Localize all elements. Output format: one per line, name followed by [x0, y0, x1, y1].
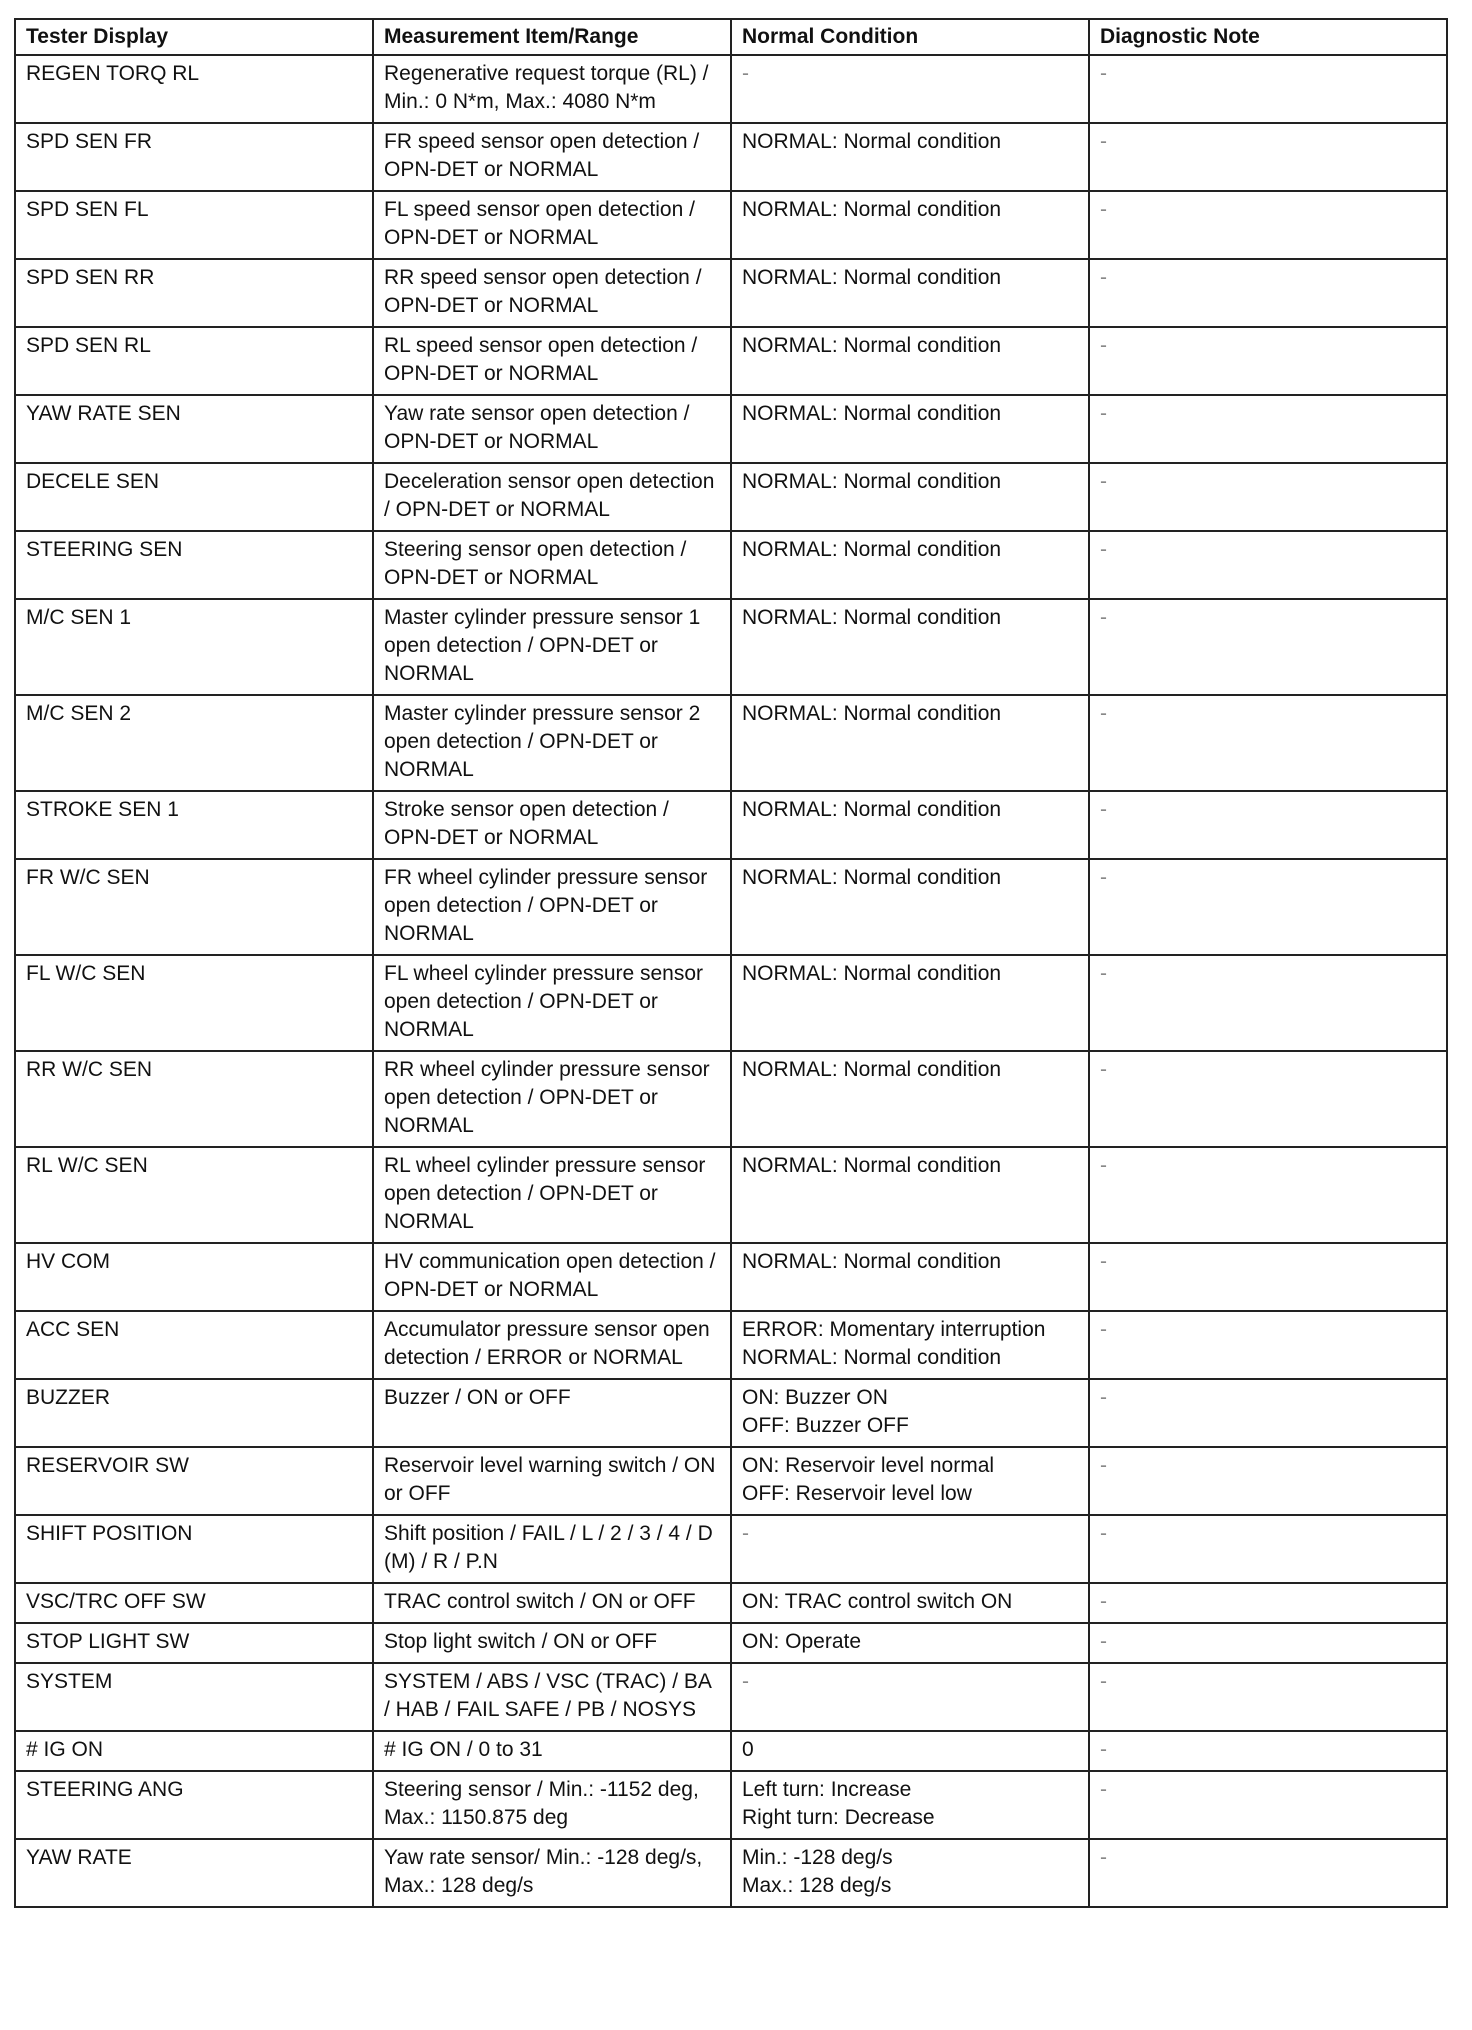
cell-diagnostic-note: -: [1089, 1839, 1447, 1907]
cell-diagnostic-note: -: [1089, 1311, 1447, 1379]
cell-measurement-item: FL speed sensor open detection / OPN-DET or NORMAL: [373, 191, 731, 259]
cell-diagnostic-note: -: [1089, 1583, 1447, 1623]
cell-diagnostic-note: -: [1089, 327, 1447, 395]
cell-normal-condition-line: OFF: Buzzer OFF: [742, 1414, 909, 1437]
cell-measurement-item: Stroke sensor open detection / OPN-DET or NORMAL: [373, 791, 731, 859]
cell-diagnostic-note: -: [1089, 531, 1447, 599]
cell-diagnostic-note: -: [1089, 1623, 1447, 1663]
cell-normal-condition: -: [731, 55, 1089, 123]
cell-tester-display: SPD SEN RR: [15, 259, 373, 327]
cell-normal-condition: ON: TRAC control switch ON: [731, 1583, 1089, 1623]
header-diagnostic-note: Diagnostic Note: [1089, 19, 1447, 55]
cell-normal-condition: NORMAL: Normal condition: [731, 955, 1089, 1051]
cell-diagnostic-note: -: [1089, 1663, 1447, 1731]
table-row: [15, 1839, 1447, 1907]
cell-measurement-item: RL wheel cylinder pressure sensor open detection / OPN-DET or NORMAL: [373, 1147, 731, 1243]
cell-normal-condition-line: Left turn: Increase: [742, 1778, 912, 1801]
table-row: [15, 123, 1447, 191]
cell-tester-display: FR W/C SEN: [15, 859, 373, 955]
cell-measurement-item: Steering sensor open detection / OPN-DET or NORMAL: [373, 531, 731, 599]
cell-normal-condition: [731, 1379, 1089, 1447]
cell-normal-condition-line: ERROR: Momentary interruption: [742, 1318, 1046, 1341]
cell-normal-condition: ON: Operate: [731, 1623, 1089, 1663]
cell-diagnostic-note: -: [1089, 1243, 1447, 1311]
cell-diagnostic-note: -: [1089, 395, 1447, 463]
cell-tester-display: VSC/TRC OFF SW: [15, 1583, 373, 1623]
cell-normal-condition: NORMAL: Normal condition: [731, 695, 1089, 791]
cell-normal-condition: NORMAL: Normal condition: [731, 1051, 1089, 1147]
cell-normal-condition-line: NORMAL: Normal condition: [742, 1346, 1002, 1369]
data-list-table: [14, 18, 1448, 1908]
cell-diagnostic-note: -: [1089, 463, 1447, 531]
cell-tester-display: BUZZER: [15, 1379, 373, 1447]
cell-measurement-item: Deceleration sensor open detection / OPN-DET or NORMAL: [373, 463, 731, 531]
cell-measurement-item: Accumulator pressure sensor open detection / ERROR or NORMAL: [373, 1311, 731, 1379]
table-header: [15, 19, 1447, 55]
cell-normal-condition: NORMAL: Normal condition: [731, 1147, 1089, 1243]
cell-normal-condition: NORMAL: Normal condition: [731, 791, 1089, 859]
cell-normal-condition: NORMAL: Normal condition: [731, 599, 1089, 695]
cell-diagnostic-note: -: [1089, 859, 1447, 955]
table-row: [15, 1583, 1447, 1623]
table-row: [15, 1447, 1447, 1515]
table-row: [15, 463, 1447, 531]
cell-normal-condition: [731, 1447, 1089, 1515]
cell-diagnostic-note: -: [1089, 1147, 1447, 1243]
cell-normal-condition-line: ON: Buzzer ON: [742, 1386, 888, 1409]
table-row: [15, 259, 1447, 327]
cell-diagnostic-note: -: [1089, 55, 1447, 123]
cell-diagnostic-note: -: [1089, 1771, 1447, 1839]
cell-measurement-item: Master cylinder pressure sensor 2 open detection / OPN-DET or NORMAL: [373, 695, 731, 791]
cell-tester-display: # IG ON: [15, 1731, 373, 1771]
cell-tester-display: STOP LIGHT SW: [15, 1623, 373, 1663]
cell-measurement-item: Regenerative request torque (RL) / Min.: 0 N*m, Max.: 4080 N*m: [373, 55, 731, 123]
cell-normal-condition: NORMAL: Normal condition: [731, 123, 1089, 191]
cell-normal-condition: [731, 1771, 1089, 1839]
cell-measurement-item: HV communication open detection / OPN-DET or NORMAL: [373, 1243, 731, 1311]
cell-diagnostic-note: -: [1089, 955, 1447, 1051]
cell-measurement-item: Master cylinder pressure sensor 1 open detection / OPN-DET or NORMAL: [373, 599, 731, 695]
cell-measurement-item: Buzzer / ON or OFF: [373, 1379, 731, 1447]
cell-normal-condition-line: OFF: Reservoir level low: [742, 1482, 972, 1505]
table-row: [15, 955, 1447, 1051]
cell-tester-display: SYSTEM: [15, 1663, 373, 1731]
table-body: [15, 55, 1447, 1907]
cell-tester-display: REGEN TORQ RL: [15, 55, 373, 123]
cell-diagnostic-note: -: [1089, 791, 1447, 859]
cell-diagnostic-note: -: [1089, 1515, 1447, 1583]
cell-measurement-item: FL wheel cylinder pressure sensor open detection / OPN-DET or NORMAL: [373, 955, 731, 1051]
cell-measurement-item: Yaw rate sensor/ Min.: -128 deg/s, Max.: 128 deg/s: [373, 1839, 731, 1907]
cell-diagnostic-note: -: [1089, 695, 1447, 791]
header-normal-condition: Normal Condition: [731, 19, 1089, 55]
cell-tester-display: YAW RATE SEN: [15, 395, 373, 463]
cell-normal-condition-line: Right turn: Decrease: [742, 1806, 935, 1829]
cell-tester-display: STROKE SEN 1: [15, 791, 373, 859]
cell-normal-condition-line: ON: Reservoir level normal: [742, 1454, 995, 1477]
cell-normal-condition-line: Min.: -128 deg/s: [742, 1846, 893, 1869]
cell-normal-condition: [731, 1839, 1089, 1907]
table-row: [15, 599, 1447, 695]
cell-diagnostic-note: -: [1089, 1731, 1447, 1771]
cell-normal-condition: NORMAL: Normal condition: [731, 191, 1089, 259]
cell-diagnostic-note: -: [1089, 1379, 1447, 1447]
cell-tester-display: HV COM: [15, 1243, 373, 1311]
cell-diagnostic-note: -: [1089, 1447, 1447, 1515]
cell-measurement-item: RR speed sensor open detection / OPN-DET or NORMAL: [373, 259, 731, 327]
cell-measurement-item: FR speed sensor open detection / OPN-DET or NORMAL: [373, 123, 731, 191]
cell-diagnostic-note: -: [1089, 191, 1447, 259]
cell-measurement-item: FR wheel cylinder pressure sensor open detection / OPN-DET or NORMAL: [373, 859, 731, 955]
cell-tester-display: STEERING SEN: [15, 531, 373, 599]
header-measurement-item: Measurement Item/Range: [373, 19, 731, 55]
table-header-row: [15, 19, 1447, 55]
cell-tester-display: DECELE SEN: [15, 463, 373, 531]
cell-diagnostic-note: -: [1089, 123, 1447, 191]
cell-measurement-item: Steering sensor / Min.: -1152 deg, Max.: 1150.875 deg: [373, 1771, 731, 1839]
cell-measurement-item: TRAC control switch / ON or OFF: [373, 1583, 731, 1623]
table-row: [15, 191, 1447, 259]
cell-tester-display: M/C SEN 2: [15, 695, 373, 791]
cell-tester-display: STEERING ANG: [15, 1771, 373, 1839]
table-row: [15, 1663, 1447, 1731]
cell-measurement-item: # IG ON / 0 to 31: [373, 1731, 731, 1771]
table-row: [15, 1771, 1447, 1839]
table-row: [15, 1379, 1447, 1447]
cell-tester-display: SPD SEN FR: [15, 123, 373, 191]
table-row: [15, 1623, 1447, 1663]
cell-tester-display: FL W/C SEN: [15, 955, 373, 1051]
cell-measurement-item: Shift position / FAIL / L / 2 / 3 / 4 / D (M) / R / P.N: [373, 1515, 731, 1583]
table-row: [15, 1731, 1447, 1771]
cell-normal-condition-line: Max.: 128 deg/s: [742, 1874, 892, 1897]
table-row: [15, 395, 1447, 463]
cell-measurement-item: RL speed sensor open detection / OPN-DET or NORMAL: [373, 327, 731, 395]
cell-tester-display: SHIFT POSITION: [15, 1515, 373, 1583]
table-row: [15, 1311, 1447, 1379]
cell-diagnostic-note: -: [1089, 259, 1447, 327]
cell-tester-display: SPD SEN FL: [15, 191, 373, 259]
cell-normal-condition: NORMAL: Normal condition: [731, 859, 1089, 955]
cell-normal-condition: -: [731, 1515, 1089, 1583]
cell-measurement-item: SYSTEM / ABS / VSC (TRAC) / BA / HAB / FAIL SAFE / PB / NOSYS: [373, 1663, 731, 1731]
cell-normal-condition: NORMAL: Normal condition: [731, 1243, 1089, 1311]
cell-tester-display: M/C SEN 1: [15, 599, 373, 695]
cell-diagnostic-note: -: [1089, 599, 1447, 695]
cell-normal-condition: [731, 1311, 1089, 1379]
cell-measurement-item: Reservoir level warning switch / ON or OFF: [373, 1447, 731, 1515]
table-row: [15, 327, 1447, 395]
cell-tester-display: RR W/C SEN: [15, 1051, 373, 1147]
table-row: [15, 695, 1447, 791]
cell-normal-condition: NORMAL: Normal condition: [731, 463, 1089, 531]
table-row: [15, 1515, 1447, 1583]
table-row: [15, 1147, 1447, 1243]
cell-normal-condition: -: [731, 1663, 1089, 1731]
cell-normal-condition: NORMAL: Normal condition: [731, 531, 1089, 599]
cell-normal-condition: 0: [731, 1731, 1089, 1771]
cell-tester-display: YAW RATE: [15, 1839, 373, 1907]
cell-measurement-item: Stop light switch / ON or OFF: [373, 1623, 731, 1663]
cell-normal-condition: NORMAL: Normal condition: [731, 259, 1089, 327]
table-row: [15, 1243, 1447, 1311]
cell-measurement-item: RR wheel cylinder pressure sensor open detection / OPN-DET or NORMAL: [373, 1051, 731, 1147]
table-row: [15, 859, 1447, 955]
table-row: [15, 1051, 1447, 1147]
table-row: [15, 531, 1447, 599]
cell-diagnostic-note: -: [1089, 1051, 1447, 1147]
table-row: [15, 791, 1447, 859]
cell-normal-condition: NORMAL: Normal condition: [731, 327, 1089, 395]
table-row: [15, 55, 1447, 123]
cell-normal-condition: NORMAL: Normal condition: [731, 395, 1089, 463]
cell-tester-display: SPD SEN RL: [15, 327, 373, 395]
cell-tester-display: ACC SEN: [15, 1311, 373, 1379]
cell-measurement-item: Yaw rate sensor open detection / OPN-DET or NORMAL: [373, 395, 731, 463]
cell-tester-display: RL W/C SEN: [15, 1147, 373, 1243]
cell-tester-display: RESERVOIR SW: [15, 1447, 373, 1515]
header-tester-display: Tester Display: [15, 19, 373, 55]
